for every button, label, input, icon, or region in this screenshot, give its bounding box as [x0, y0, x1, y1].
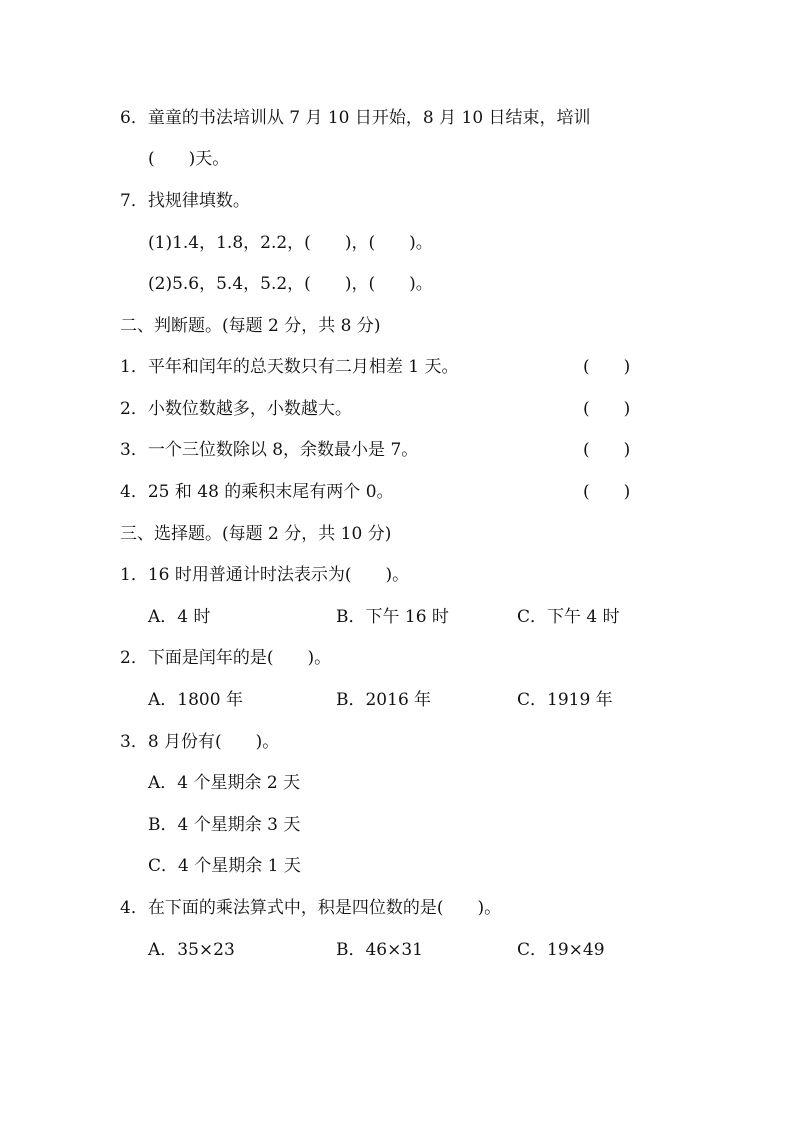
choice-2-option-b: B．2016 年: [336, 690, 432, 710]
judge-answer-paren-4: ( ): [583, 482, 631, 502]
choice-question-2: 2．下面是闰年的是( )。: [120, 648, 332, 668]
choice-4-option-b: B．46×31: [336, 940, 424, 960]
choice-1-option-a: A．4 时: [148, 607, 211, 627]
choice-4-option-c: C．19×49: [517, 940, 605, 960]
choice-2-option-a: A．1800 年: [148, 690, 243, 710]
judge-item-2: 2．小数位数越多，小数越大。: [120, 399, 352, 419]
judge-item-4: 4．25 和 48 的乘积末尾有两个 0。: [120, 482, 394, 502]
choice-3-option-a: A．4 个星期余 2 天: [148, 773, 301, 793]
judge-item-1: 1．平年和闰年的总天数只有二月相差 1 天。: [120, 357, 459, 377]
question-6-line2: ( )天。: [148, 149, 230, 169]
choice-4-option-a: A．35×23: [148, 940, 235, 960]
choice-question-3: 3．8 月份有( )。: [120, 732, 280, 752]
choice-question-1: 1．16 时用普通计时法表示为( )。: [120, 565, 410, 585]
question-7-part2: (2)5.6，5.4，5.2，( )，( )。: [148, 274, 433, 294]
choice-3-option-c: C．4 个星期余 1 天: [148, 856, 301, 876]
judge-answer-paren-3: ( ): [583, 440, 631, 460]
judge-item-3: 3．一个三位数除以 8，余数最小是 7。: [120, 440, 419, 460]
judge-answer-paren-2: ( ): [583, 399, 631, 419]
question-6-line1: 6．童童的书法培训从 7 月 10 日开始，8 月 10 日结束，培训: [120, 108, 591, 128]
question-7-title: 7．找规律填数。: [120, 191, 250, 211]
choice-1-option-c: C．下午 4 时: [517, 607, 620, 627]
choice-2-option-c: C．1919 年: [517, 690, 613, 710]
judge-section-heading: 二、判断题。(每题 2 分，共 8 分): [120, 316, 381, 336]
choice-1-option-b: B．下午 16 时: [336, 607, 449, 627]
question-7-part1: (1)1.4，1.8，2.2，( )，( )。: [148, 233, 433, 253]
judge-answer-paren-1: ( ): [583, 357, 631, 377]
choice-3-option-b: B．4 个星期余 3 天: [148, 815, 301, 835]
choice-question-4: 4．在下面的乘法算式中，积是四位数的是( )。: [120, 898, 502, 918]
choice-section-heading: 三、选择题。(每题 2 分，共 10 分): [120, 524, 392, 544]
